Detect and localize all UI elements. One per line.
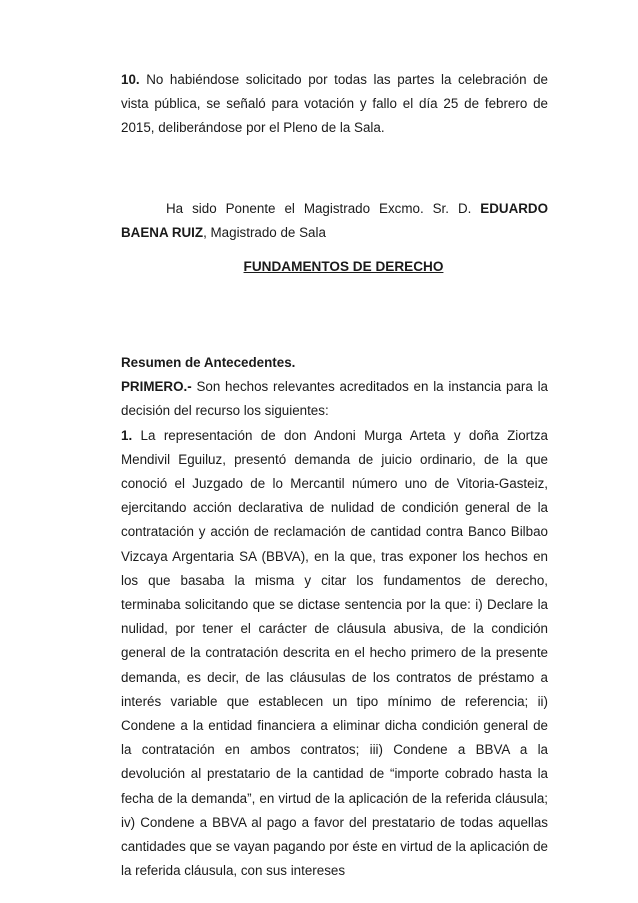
paragraph-10	[121, 68, 548, 141]
item-1-paragraph	[121, 424, 548, 884]
primero-label: PRIMERO.-	[121, 379, 192, 395]
section-heading: FUNDAMENTOS DE DERECHO	[243, 259, 444, 274]
antecedentes-title: Resumen de Antecedentes.	[121, 355, 296, 370]
ponente-prefix: Ha sido Ponente el Magistrado Excmo. Sr. D.	[166, 201, 481, 216]
item-1-number: 1.	[121, 427, 133, 443]
paragraph-number: 10.	[121, 72, 140, 87]
ponente-suffix: , Magistrado de Sala	[203, 225, 326, 241]
paragraph-text: No habiéndose solicitado por todas las partes la celebración de vista pública, se señaló para votación y fallo el día 25 de febrero de 2015, deliberándose por el Pleno de la Sala.	[121, 72, 548, 136]
ponente-name: EDUARDO BAENA RUIZ	[121, 201, 548, 241]
primero-text: Son hechos relevantes acreditados en la instancia para la decisión del recurso los siguientes:	[121, 379, 548, 419]
primero-paragraph	[121, 375, 548, 423]
item-1-text: La representación de don Andoni Murga Arteta y doña Ziortza Mendivil Eguiluz, presentó demanda de juicio ordinario, de la que conoció el Juzgado de lo Mercantil número uno de Vitoria-Gasteiz, ejercitando acción declarativa de nulidad de condición general de la contratación y acción de reclamación de cantidad contra Banco Bilbao Vizcaya Argentaria SA (BBVA), en la que, tras exponer los hechos en los que basaba la misma y citar los fundamentos de derecho, terminaba solicitando que se dictase sentencia por la que: i) Declare la nulidad, por tener el carácter de cláusula abusiva, de la condición general de la contratación descrita en el hecho primero de la presente demanda, es decir, de las cláusulas de los contratos de préstamo a interés variable que establecen un tipo mínimo de referencia; ii) Condene a la entidad financiera a eliminar dicha condición general de la contratación en ambos contratos; iii) Condene a BBVA a la devolución al prestatario de la cantidad de “importe cobrado hasta la fecha de la demanda”, en virtud de la aplicación de la referida cláusula; iv) Condene a BBVA al pago a favor del prestatario de todas aquellas cantidades que se vayan pagando por éste en virtud de la aplicación de la referida cláusula, con sus intereses	[121, 427, 548, 879]
ponente-paragraph	[121, 197, 548, 245]
antecedentes-section	[121, 351, 548, 883]
